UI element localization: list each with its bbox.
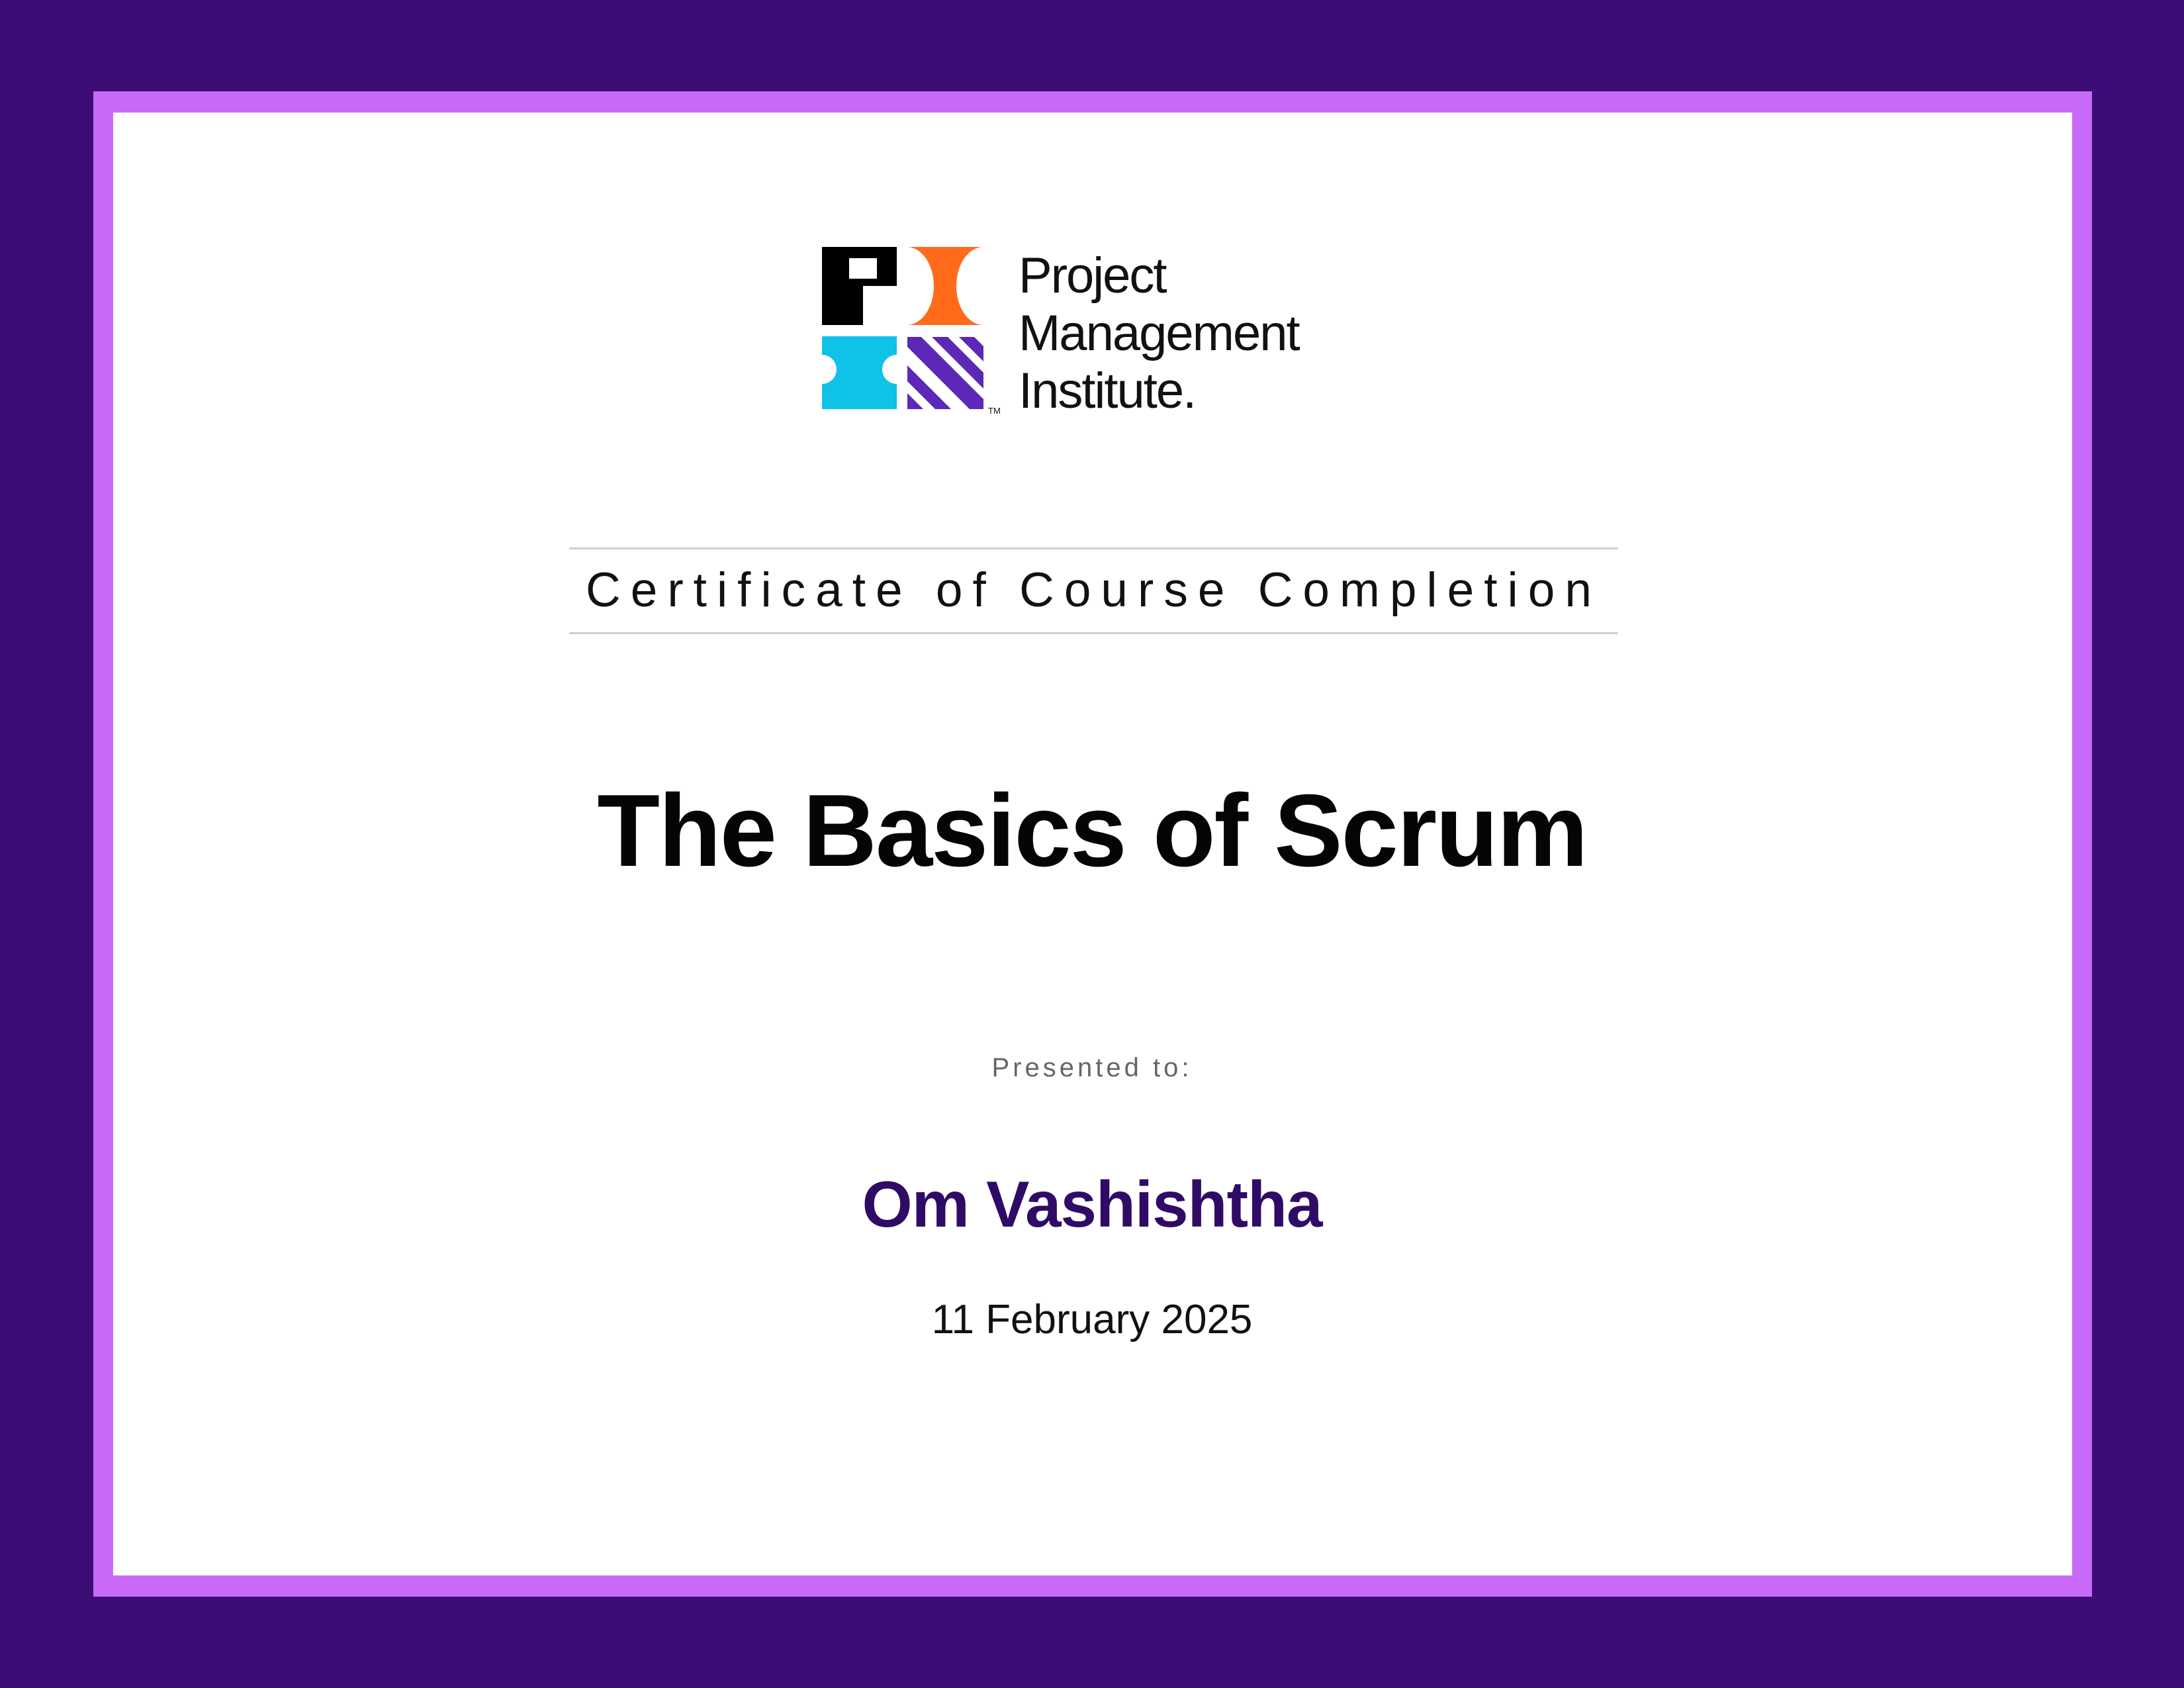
logo-purple-stripes (907, 337, 983, 409)
logo-orange-right-half (945, 247, 983, 325)
logo-line-institute: Institute. (1019, 363, 1196, 419)
presented-to-label: Presented to: (991, 1053, 1193, 1082)
pmi-wordmark (1019, 247, 1389, 420)
certificate-heading: Certificate of Course Completion (586, 563, 1602, 617)
heading-top-divider (569, 547, 1618, 549)
logo-line-project: Project (1019, 248, 1166, 304)
completion-date: 11 February 2025 (931, 1297, 1253, 1342)
heading-bottom-divider (569, 632, 1618, 634)
course-title: The Basics of Scrum (597, 773, 1587, 888)
pmi-logo (822, 247, 1371, 419)
logo-p-counter (849, 258, 877, 279)
logo-trademark: TM (988, 406, 1001, 416)
pmi-logo-mark-icon (822, 247, 1001, 419)
recipient-name: Om Vashishtha (862, 1168, 1322, 1241)
logo-blue-block (822, 336, 897, 409)
logo-line-management: Management (1019, 305, 1299, 361)
logo-orange-left-half (907, 247, 945, 325)
